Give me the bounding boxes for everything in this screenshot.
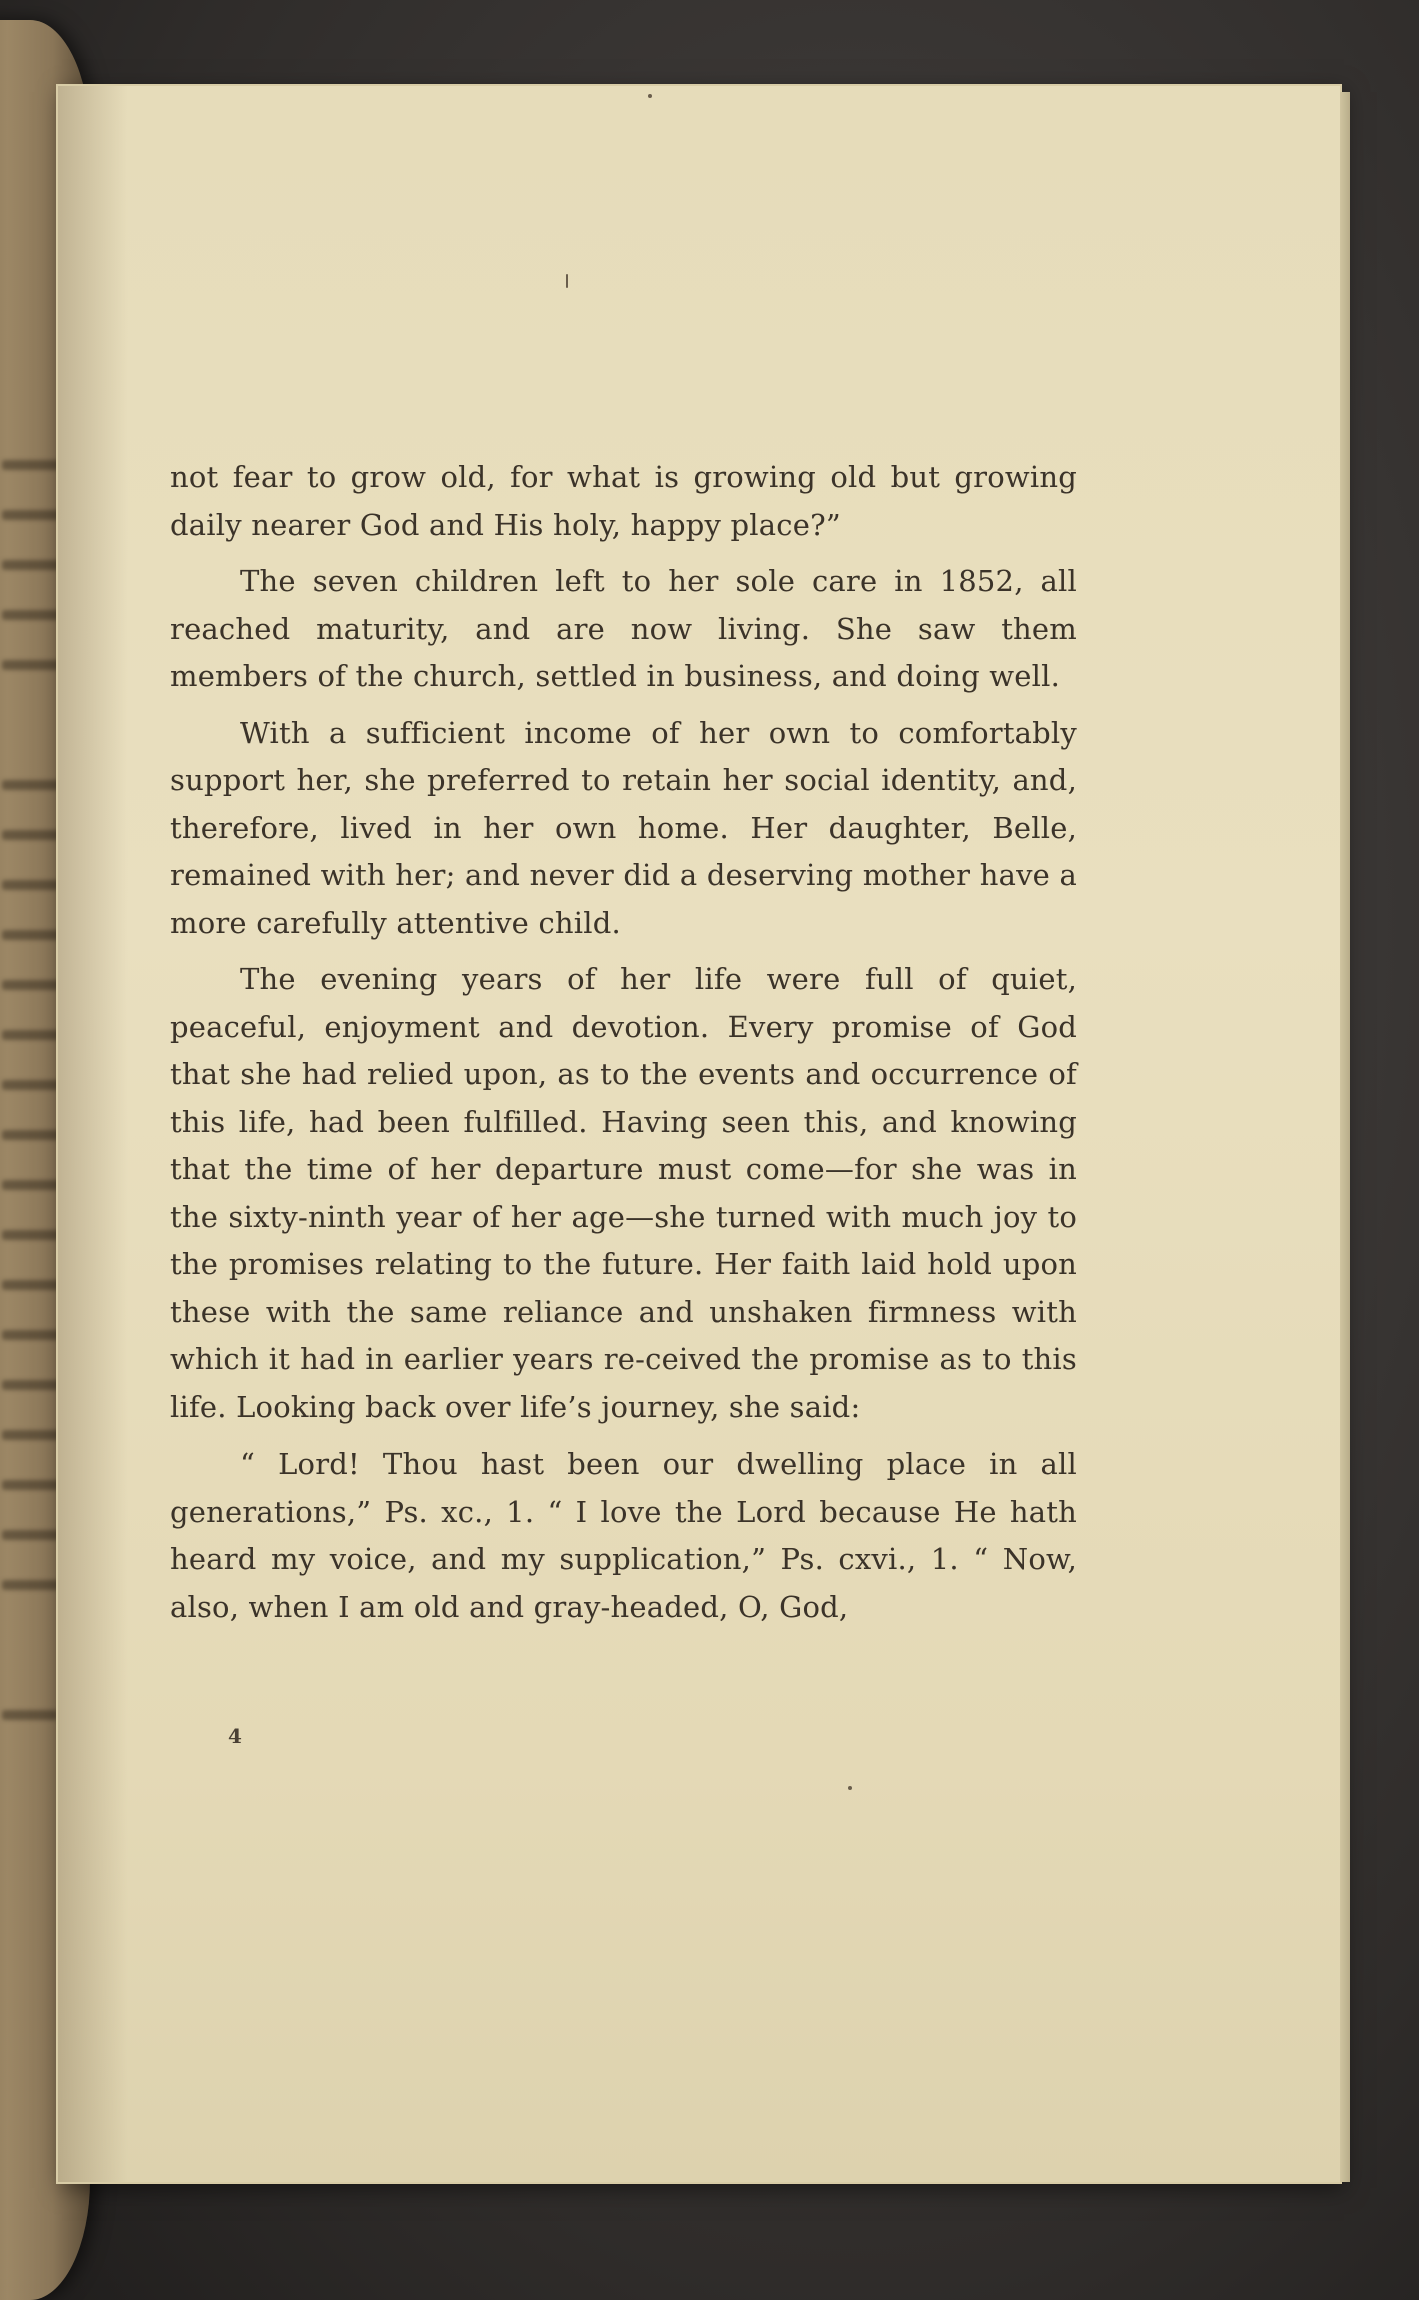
paper-speck bbox=[848, 1786, 852, 1790]
facing-page-text-line bbox=[2, 1530, 62, 1540]
body-text bbox=[170, 454, 1077, 1640]
facing-page-text-line bbox=[2, 780, 64, 790]
paper-speck bbox=[566, 274, 568, 288]
facing-page-text-line bbox=[2, 1710, 58, 1720]
page-edge bbox=[1340, 92, 1350, 2182]
facing-page-text-line bbox=[2, 880, 60, 890]
paragraph: not fear to grow old, for what is growing old but growing daily nearer God and His holy, happy place?” bbox=[170, 460, 1077, 542]
paper-speck bbox=[648, 94, 652, 98]
facing-page-text-line bbox=[2, 610, 66, 620]
paragraph: The seven children left to her sole care in 1852, all reached maturity, and are now living. She saw them members of the church, settled in business, and doing well. bbox=[170, 564, 1077, 693]
quotation-paragraph: “ Lord! Thou hast been our dwelling place in all generations,” Ps. xc., 1. “ I love the Lord because He hath heard my voice, and my supplication,” Ps. cxvi., 1. “ Now, also, when I am old and gray-headed, O, God, bbox=[170, 1447, 1077, 1624]
signature-mark: 4 bbox=[228, 1724, 242, 1748]
facing-page-text-line bbox=[2, 1430, 64, 1440]
facing-page-text-line bbox=[2, 1130, 66, 1140]
facing-page-text-line bbox=[2, 1030, 64, 1040]
paragraph: The evening years of her life were full of quiet, peaceful, enjoyment and devotion. Every promise of God that she had relied upon, as to the events and occurrence of this life, had been fulfilled. Having seen this, and knowing that the time of her departure must come—for she was in the sixty-ninth year of her age—she turned with much joy to the promises relating to the future. Her faith laid hold upon these with the same reliance and unshaken firmness with which it had in earlier years re-ceived the promise as to this life. Looking back over life’s journey, she said: bbox=[170, 962, 1077, 1424]
facing-page-text-line bbox=[2, 1230, 62, 1240]
book-page bbox=[58, 86, 1340, 2182]
paragraph: With a sufficient income of her own to comfortably support her, she preferred to retain her social identity, and, therefore, lived in her own home. Her daughter, Belle, remained with her; and never did a deserving mother have a more carefully attentive child. bbox=[170, 715, 1077, 940]
facing-page-text-line bbox=[2, 510, 62, 520]
